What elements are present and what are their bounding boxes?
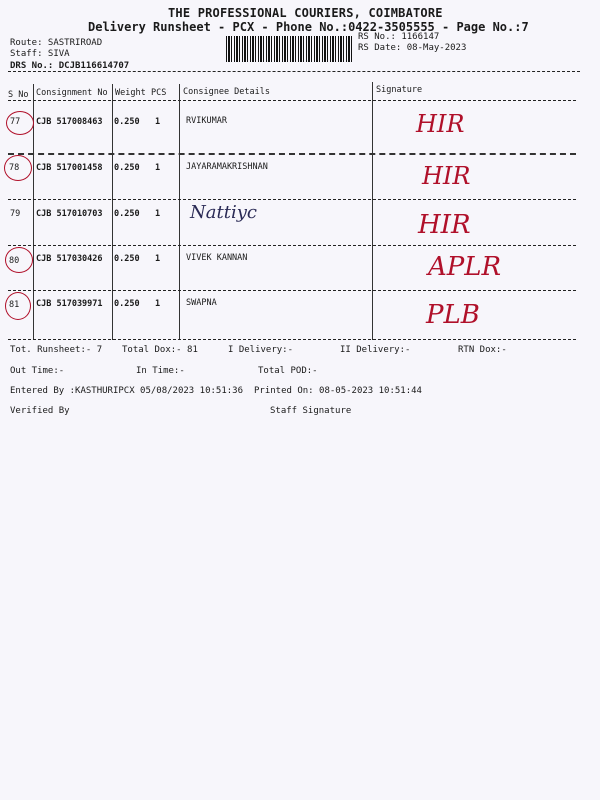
rs-date: RS Date: 08-May-2023 xyxy=(358,43,467,53)
company-name: THE PROFESSIONAL COURIERS, COIMBATORE xyxy=(168,6,443,20)
row-pcs: 1 xyxy=(155,163,161,173)
col-weight: Weight xyxy=(115,88,146,98)
row-signature: HIR xyxy=(416,110,465,138)
rtn-dox: RTN Dox:- xyxy=(458,345,507,355)
row-consignment: CJB 517010703 xyxy=(36,209,103,219)
row-weight: 0.250 xyxy=(114,117,140,127)
row-divider xyxy=(8,290,576,291)
row-signature: PLB xyxy=(426,300,480,330)
row-pcs: 1 xyxy=(155,117,161,127)
runsheet-title: Delivery Runsheet - PCX - Phone No.:0422-3505555 - Page No.:7 xyxy=(88,20,529,34)
row-consignee: RVIKUMAR xyxy=(186,116,227,126)
row-sno: 77 xyxy=(10,117,21,127)
table-bottom-divider xyxy=(8,339,576,340)
col-pcs: PCS xyxy=(151,88,167,98)
total-dox: Total Dox:- 81 xyxy=(122,345,198,355)
tot-runsheet: Tot. Runsheet:- 7 xyxy=(10,345,103,355)
col-consignee: Consignee Details xyxy=(183,87,270,97)
row-weight: 0.250 xyxy=(114,299,140,309)
row-consignee: JAYARAMAKRISHNAN xyxy=(186,162,268,172)
row-signature: HIR xyxy=(418,210,471,240)
drs-number: DRS No.: DCJB116614707 xyxy=(10,61,130,71)
row-divider xyxy=(8,245,576,246)
staff-signature: Staff Signature xyxy=(270,406,352,416)
col-signature: Signature xyxy=(376,85,423,95)
row-weight: 0.250 xyxy=(114,163,140,173)
row-weight: 0.250 xyxy=(114,209,140,219)
header-divider xyxy=(8,71,580,72)
ii-delivery: II Delivery:- xyxy=(340,345,411,355)
printed-on: Printed On: 08-05-2023 10:51:44 xyxy=(254,386,422,396)
col-line-4 xyxy=(372,82,373,340)
row-consignee: SWAPNA xyxy=(186,298,217,308)
total-pod: Total POD:- xyxy=(258,366,318,376)
row-consignment: CJB 517039971 xyxy=(36,299,103,309)
col-line-2 xyxy=(112,84,113,340)
staff-label: Staff: SIVA xyxy=(10,49,70,59)
entered-by: Entered By :KASTHURIPCX 05/08/2023 10:51:36 xyxy=(10,386,243,396)
row-divider xyxy=(8,199,576,200)
rs-number: RS No.: 1166147 xyxy=(358,32,440,42)
row-consignee-handwritten: Nattiyc xyxy=(190,202,257,223)
row-consignee: VIVEK KANNAN xyxy=(186,253,248,263)
row-pcs: 1 xyxy=(155,299,161,309)
row-weight: 0.250 xyxy=(114,254,140,264)
row-pcs: 1 xyxy=(155,209,161,219)
out-time: Out Time:- xyxy=(10,366,65,376)
row-signature: HIR xyxy=(422,162,471,190)
row-sno: 81 xyxy=(9,300,20,310)
col-consignment: Consignment No xyxy=(36,88,108,98)
row-signature: APLR xyxy=(428,252,502,282)
row-sno: 78 xyxy=(9,163,20,173)
row-consignment: CJB 517001458 xyxy=(36,163,103,173)
row-consignment: CJB 517008463 xyxy=(36,117,103,127)
col-sno: S No xyxy=(8,90,29,100)
row-sno: 80 xyxy=(9,256,20,266)
row-pcs: 1 xyxy=(155,254,161,264)
in-time: In Time:- xyxy=(136,366,185,376)
col-line-3 xyxy=(179,84,180,340)
i-delivery: I Delivery:- xyxy=(228,345,294,355)
row-consignment: CJB 517030426 xyxy=(36,254,103,264)
verified-by: Verified By xyxy=(10,406,70,416)
barcode xyxy=(226,36,354,62)
route-label: Route: SASTRIROAD xyxy=(10,38,103,48)
row-sno: 79 xyxy=(10,209,21,219)
row-divider xyxy=(8,153,576,155)
table-header-divider xyxy=(8,100,576,101)
